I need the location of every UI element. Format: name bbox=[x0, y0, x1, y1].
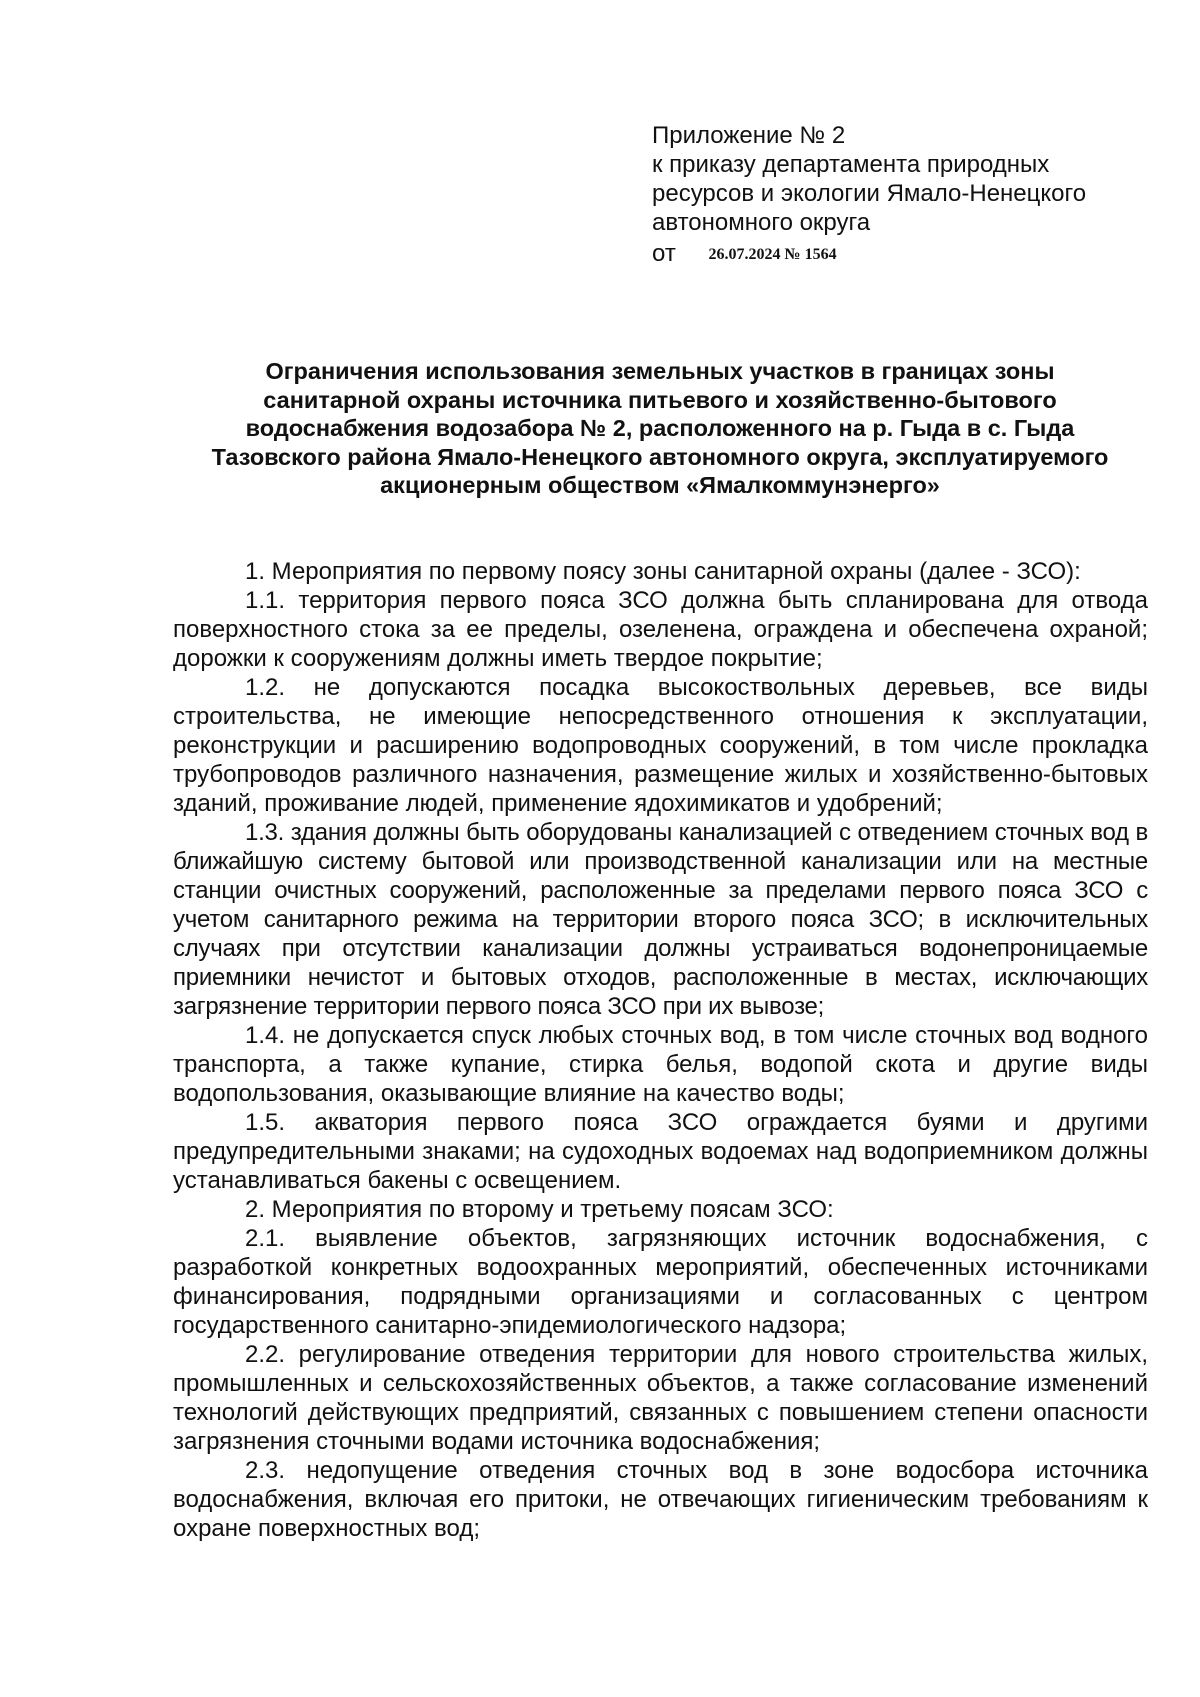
item-1-2: 1.2. не допускаются посадка высокоствольных деревьев, все виды строительства, не имеющие непосредственного отношения к эксплуатации, реконструкции и расширению водопроводных сооружений, в том числе прокладка трубопроводов различного назначения, размещение жилых и хозяйственно-бытовых зданий, проживание людей, применение ядохимикатов и удобрений; bbox=[173, 674, 1148, 817]
title-line: санитарной охраны источника питьевого и хозяйственно-бытового bbox=[263, 386, 1057, 413]
appendix-order-line: к приказу департамента природных bbox=[652, 151, 1050, 178]
date-prefix: от bbox=[652, 240, 676, 267]
appendix-number: Приложение № 2 bbox=[652, 122, 846, 149]
title-line: Ограничения использования земельных участков в границах зоны bbox=[265, 358, 1055, 384]
item-2-3: 2.3. недопущение отведения сточных вод в зоне водосбора источника водоснабжения, включая его притоки, не отвечающих гигиеническим требованиям к охране поверхностных вод; bbox=[173, 1457, 1148, 1542]
item-1-4: 1.4. не допускается спуск любых сточных вод, в том числе сточных вод водного транспорта, а также купание, стирка белья, водопой скота и другие виды водопользования, оказывающие влияние на качество воды; bbox=[173, 1022, 1148, 1107]
section-1-heading: 1. Мероприятия по первому поясу зоны санитарной охраны (далее - ЗСО): bbox=[245, 558, 1081, 585]
item-1-3: 1.3. здания должны быть оборудованы канализацией с отведением сточных вод в ближайшую систему бытовой или производственной канализации или на местные станции очистных сооружений, расположенные за пределами первого пояса ЗСО с учетом санитарного режима на территории второго пояса ЗСО; в исключительных случаях при отсутствии канализации должны устраиваться водонепроницаемые приемники нечистот и бытовых отходов, расположенные в местах, исключающих загрязнение территории первого пояса ЗСО при их вывозе; bbox=[173, 819, 1148, 1020]
title-line: Тазовского района Ямало-Ненецкого автономного округа, эксплуатируемого bbox=[211, 443, 1109, 470]
appendix-okrug-line: автономного округа bbox=[652, 209, 871, 236]
order-date-number: 26.07.2024 № 1564 bbox=[708, 246, 837, 263]
item-2-1: 2.1. выявление объектов, загрязняющих источник водоснабжения, с разработкой конкретных водоохранных мероприятий, обеспеченных источниками финансирования, подрядными организациями и согласованных с центром государственного санитарно-эпидемиологического надзора; bbox=[173, 1225, 1148, 1339]
item-2-2: 2.2. регулирование отведения территории для нового строительства жилых, промышленных и сельскохозяйственных объектов, а также согласование изменений технологий действующих предприятий, связанных с повышением степени опасности загрязнения сточными водами источника водоснабжения; bbox=[173, 1341, 1148, 1455]
title-line: акционерным обществом «Ямалкоммунэнерго» bbox=[380, 472, 940, 498]
title-line: водоснабжения водозабора № 2, расположенного на р. Гыда в с. Гыда bbox=[245, 415, 1075, 441]
document-title bbox=[160, 357, 1160, 500]
appendix-date-line bbox=[652, 239, 1172, 271]
document-body bbox=[173, 557, 1148, 1543]
appendix-header bbox=[652, 121, 1172, 271]
section-2-heading: 2. Мероприятия по второму и третьему поясам ЗСО: bbox=[245, 1196, 834, 1223]
item-1-1: 1.1. территория первого пояса ЗСО должна быть спланирована для отвода поверхностного стока за ее пределы, озеленена, ограждена и обеспечена охраной; дорожки к сооружениям должны иметь твердое покрытие; bbox=[173, 587, 1148, 672]
appendix-department-line: ресурсов и экологии Ямало-Ненецкого bbox=[652, 180, 1087, 207]
item-1-5: 1.5. акватория первого пояса ЗСО ограждается буями и другими предупредительными знаками; на судоходных водоемах над водоприемником должны устанавливаться бакены с освещением. bbox=[173, 1109, 1148, 1194]
